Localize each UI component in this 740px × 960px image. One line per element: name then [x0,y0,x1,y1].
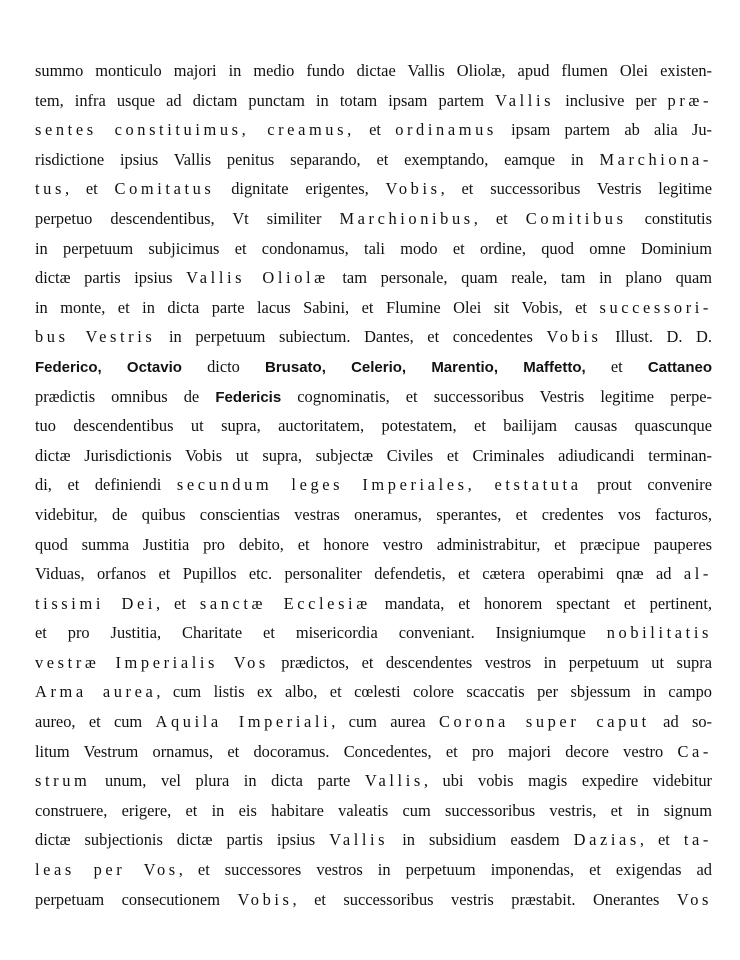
text-line [35,589,712,619]
text-line [35,766,712,796]
text-span: tuo descendentibus ut supra, auctoritatem, potestatem, et bailijam causas quascunque [35,416,712,436]
text-span: perpetuo descendentibus, Vt similiter [35,208,340,228]
text-span: risdictione ipsius Vallis penitus separando, et exemptando, eamque in [35,149,600,169]
spaced-text: ordinamus [395,120,497,140]
text-line [35,796,712,826]
spaced-text: Vobis [237,889,293,909]
text-span: in subsidium easdem [388,830,574,850]
spaced-text: Vallis [364,771,424,791]
text-line [35,559,712,589]
text-line [35,707,712,737]
text-line [35,855,712,885]
bold-name: Federico, Octavio [35,358,182,376]
spaced-text: Vallis Oliolæ [186,268,329,288]
text-line [35,352,712,382]
text-line [35,500,712,530]
spaced-text: secundum leges Imperiales, etstatuta [176,475,582,495]
text-span: dictæ partis ipsius [35,268,187,288]
spaced-text: sentes constituimus, creamus, [35,120,355,140]
spaced-text: al- [683,564,712,584]
text-line [35,322,712,352]
spaced-text: Vobis [385,179,441,199]
text-line [35,648,712,678]
text-span: prout convenire [581,475,712,495]
spaced-text: Marchionibus [339,208,474,228]
text-line [35,737,712,767]
text-span: , et successoribus Vestris legitime [440,179,713,199]
spaced-text: bus Vestris [35,327,156,347]
text-span: , et successores vestros in perpetuum imponendas, et exigendas ad [178,860,712,880]
text-span: , et successoribus vestris præstabit. Onerantes [292,889,677,909]
text-span: Viduas, orfanos et Pupillos etc. personaliter defendetis, et cætera operabimi qnæ ad [35,564,684,584]
text-span: mandata, et honorem spectant et pertinent, [370,593,712,613]
text-line [35,174,712,204]
text-line [35,885,712,915]
text-span: dictæ subjectionis dictæ partis ipsius [35,830,330,850]
text-span: , cum aurea [331,712,440,732]
text-span: , et [473,208,526,228]
text-span: summo monticulo majori in medio fundo dictae Vallis Oliolæ, apud flumen Olei existen- [35,61,712,80]
text-span: perpetuam consecutionem [35,889,238,909]
text-line [35,263,712,293]
text-span: prædictos, et descendentes vestros in perpetuum ut supra [268,652,712,672]
spaced-text: Vallis [495,90,555,110]
text-line [35,115,712,145]
text-span: unum, vel plura in dicta parte [90,771,365,791]
text-span: dictæ Jurisdictionis Vobis ut supra, subjectæ Civiles et Criminales adiudicandi terminan- [35,445,712,465]
spaced-text: Ca- [677,741,712,761]
spaced-text: Corona super caput [439,712,650,732]
spaced-text: sanctæ Ecclesiæ [199,593,371,613]
spaced-text: strum [35,771,91,791]
text-span: tem, infra usque ad dictam punctam in totam ipsam partem [35,90,496,110]
spaced-text: tissimi Dei [35,593,157,613]
text-span: litum Vestrum ornamus, et docoramus. Concedentes, et pro majori decore vestro [35,741,678,761]
text-span: , cum listis ex albo, et cœlesti colore scaccatis per sbjessum in campo [156,682,712,702]
spaced-text: Comitatus [114,179,215,199]
spaced-text: ta- [683,830,713,850]
spaced-text: Aquila Imperiali [155,712,332,732]
text-line [35,56,712,86]
spaced-text: Vobis [546,327,602,347]
text-span: constitutis [626,208,712,228]
text-span: aureo, et cum [35,712,156,732]
text-span: in monte, et in dicta parte lacus Sabini, et Flumine Olei sit Vobis, et [35,297,600,317]
text-line [35,825,712,855]
text-span: videbitur, de quibus conscientias vestras oneramus, sperantes, et credentes vos facturos, [35,504,712,524]
spaced-text: Vos [676,889,712,909]
text-span: tam personale, quam reale, tam in plano quam [328,268,712,288]
spaced-text: Dazias [573,830,640,850]
text-span: et pro Justitia, Charitate et misericordia conveniant. Insigniumque [35,623,607,643]
text-span: in perpetuum subiectum. Dantes, et concedentes [155,327,547,347]
text-span: dicto [181,356,266,376]
bold-name: Cattaneo [647,358,713,376]
text-span: quod summa Justitia pro debito, et honore vestro administrabitur, et præcipue pauperes [35,534,712,554]
spaced-text: vestræ Imperialis Vos [35,652,269,672]
spaced-text: tus [35,179,65,199]
text-span: , ubi vobis magis expedire videbitur [423,771,712,791]
spaced-text: leas per Vos [35,860,179,880]
spaced-text: Comitibus [525,208,627,228]
text-line [35,411,712,441]
bold-name: Federicis [215,388,282,406]
text-line [35,234,712,264]
spaced-text: Vallis [329,830,389,850]
text-span: ad so- [649,712,713,732]
text-span: dignitate erigentes, [214,179,386,199]
text-span: et [585,356,648,376]
text-span: , et [64,179,115,199]
text-span: et [354,120,396,140]
text-line [35,441,712,471]
text-span: , et [639,830,684,850]
text-span: construere, erigere, et in eis habitare valeatis cum successoribus vestris, et in signum [35,800,712,820]
spaced-text: nobilitatis [606,623,712,643]
text-line [35,86,712,116]
spaced-text: Arma aurea [35,682,157,702]
spaced-text: præ- [667,90,713,110]
text-line [35,470,712,500]
text-line [35,204,712,234]
text-line [35,677,712,707]
text-line [35,382,712,412]
text-span: Illust. D. D. [601,327,712,347]
spaced-text: successori- [599,297,712,317]
text-span: ipsam partem ab alia Ju- [496,120,713,140]
text-span: , et [156,593,200,613]
text-span: inclusive per [554,90,668,110]
bold-name: Brusato, Celerio, Marentio, Maffetto, [265,358,586,376]
spaced-text: Marchiona- [599,149,712,169]
text-line [35,293,712,323]
text-span: prædictis omnibus de [35,386,216,406]
text-line [35,530,712,560]
text-line [35,618,712,648]
document-text-body [35,56,712,914]
text-span: di, et definiendi [35,475,177,495]
text-span: in perpetuum subjicimus et condonamus, tali modo et ordine, quod omne Dominium [35,238,712,258]
text-span: cognominatis, et successoribus Vestris legitime perpe- [281,386,712,406]
text-line [35,145,712,175]
